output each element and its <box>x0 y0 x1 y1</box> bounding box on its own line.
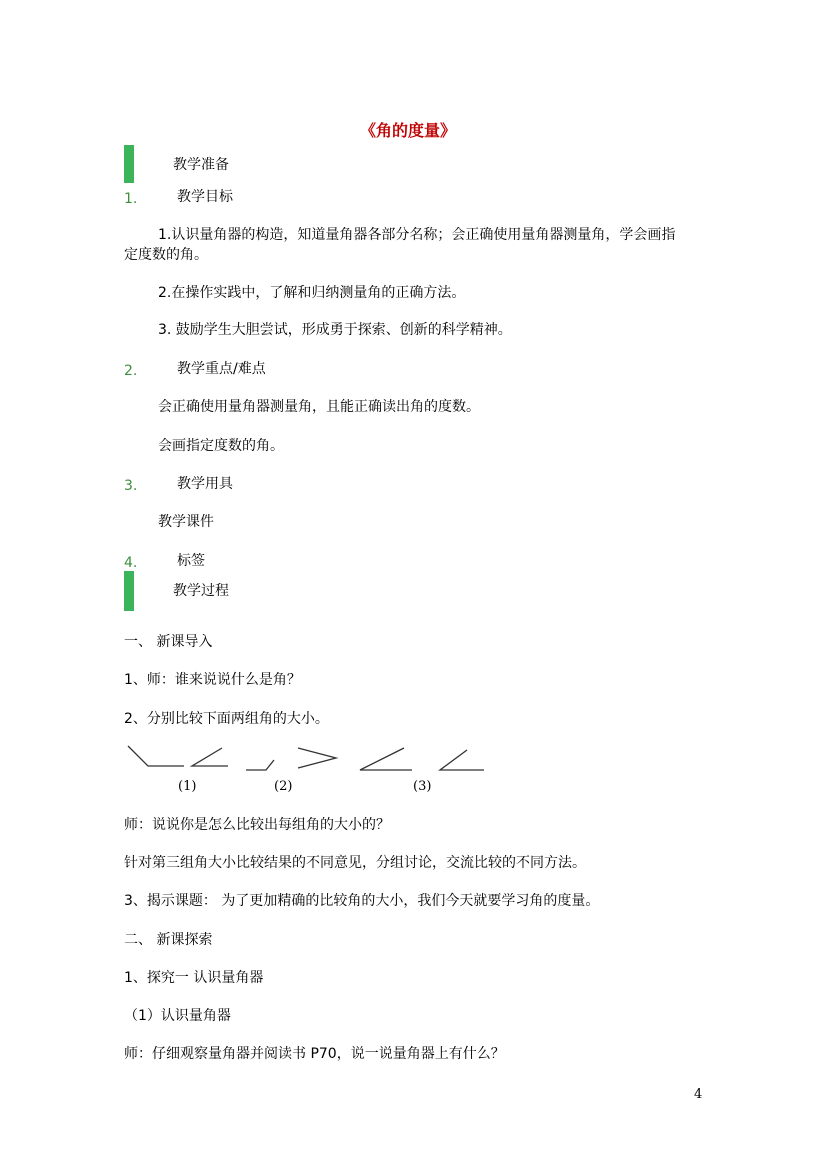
tools-text: 教学课件 <box>158 514 214 530</box>
question-5: 3、揭示课题： 为了更加精确的比较角的大小，我们今天就要学习角的度量。 <box>124 893 600 909</box>
key-point-1: 会正确使用量角器测量角，且能正确读出角的度数。 <box>158 399 480 415</box>
heading-explore: 二、 新课探索 <box>124 932 213 948</box>
explore-3: 师：仔细观察量角器并阅读书 P70，说一说量角器上有什么？ <box>124 1046 505 1062</box>
item-label-4: 标签 <box>177 553 205 569</box>
explore-1: 1、探究一 认识量角器 <box>124 970 264 986</box>
angle-shape <box>298 748 336 768</box>
heading-intro: 一、 新课导入 <box>124 634 213 650</box>
page-title: 《角的度量》 <box>360 121 457 140</box>
section-marker <box>124 571 134 611</box>
angle-shape <box>128 746 184 766</box>
section-marker <box>124 145 134 183</box>
goal-1-line-2: 定度数的角。 <box>124 247 208 263</box>
goal-3: 3. 鼓励学生大胆尝试，形成勇于探索、创新的科学精神。 <box>158 322 512 338</box>
question-4: 针对第三组角大小比较结果的不同意见，分组讨论，交流比较的不同方法。 <box>124 855 586 871</box>
angle-shape <box>360 748 412 770</box>
angle-shape <box>246 760 274 770</box>
item-number-2: 2. <box>124 363 138 379</box>
item-number-1: 1. <box>124 191 138 207</box>
section-heading-process: 教学过程 <box>173 583 229 599</box>
goal-1-line-1: 1.认识量角器的构造，知道量角器各部分名称；会正确使用量角器测量角，学会画指 <box>158 227 676 243</box>
item-number-3: 3. <box>124 478 138 494</box>
item-label-3: 教学用具 <box>177 476 233 492</box>
angle-shape <box>192 748 228 766</box>
angle-shape <box>440 750 484 770</box>
figure-label-3: (3) <box>413 779 432 794</box>
item-label-2: 教学重点/难点 <box>177 361 266 377</box>
question-1: 1、师：谁来说说什么是角？ <box>124 672 301 688</box>
section-heading-prep: 教学准备 <box>173 157 229 173</box>
angle-comparison-figure <box>120 740 500 800</box>
page-number: 4 <box>694 1087 703 1102</box>
question-3: 师：说说你是怎么比较出每组角的大小的？ <box>124 817 390 833</box>
explore-2: （1）认识量角器 <box>124 1008 231 1024</box>
question-2: 2、分别比较下面两组角的大小。 <box>124 711 329 727</box>
figure-label-2: (2) <box>274 779 293 794</box>
item-label-1: 教学目标 <box>177 189 233 205</box>
key-point-2: 会画指定度数的角。 <box>158 438 284 454</box>
item-number-4: 4. <box>124 555 138 571</box>
figure-label-1: (1) <box>178 779 197 794</box>
goal-2: 2.在操作实践中，了解和归纳测量角的正确方法。 <box>158 285 466 301</box>
